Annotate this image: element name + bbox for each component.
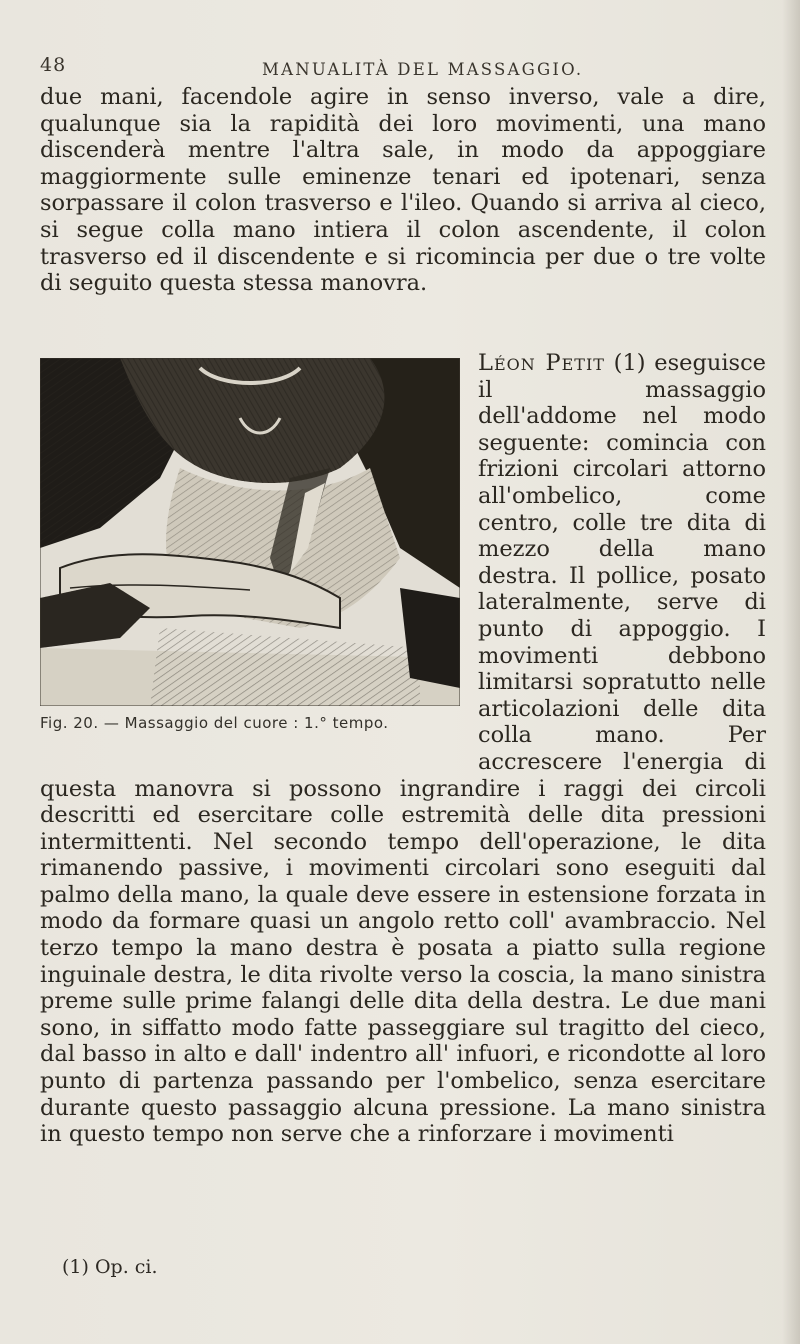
running-header [0,44,800,80]
figure-and-text-block [40,350,780,1148]
running-title: MANUALITÀ DEL MASSAGGIO. [262,60,584,79]
intro-paragraph: due mani, facendole agire in senso inverso, vale a dire, qualunque sia la rapidità dei loro movimenti, una mano discenderà mentre l'altra sale, in modo da appoggiare maggiormente sulle eminenze tenari ed ipotenari, senza sorpassare il colon trasverso e l'ileo. Quando si arriva al cieco, si segue colla mano intiera il colon ascendente, il colon trasverso ed il discendente e si ricomincia per due o tre volte di seguito questa stessa manovra. [40,84,766,297]
author-name: Léon Petit [478,350,605,376]
main-paragraph-text: (1) eseguisce il massaggio dell'addome nel modo seguente: comincia con frizioni circolari attorno all'ombelico, come centro, colle tre dita di mezzo della mano destra. Il pollice, posato lateralmente, serve di punto di appoggio. I movimenti debbono limitarsi sopratutto nelle articolazioni delle dita colla mano. Per accrescere l'energia di questa manovra si possono ingrandire i raggi dei circoli descritti ed esercitare colle estremità delle dita pressioni intermittenti. Nel secondo tempo dell'operazione, le dita rimanendo passive, i movimenti circolari sono eseguiti dal palmo della mano, la quale deve essere in estensione forzata in modo da formare quasi un angolo retto coll' avambraccio. Nel terzo tempo la mano destra è posata a piatto sulla regione inguinale destra, le dita rivolte verso la coscia, la mano sinistra preme sulle prime falangi delle dita della destra. Le due mani sono, in siffatto modo fatte passeggiare sul tragitto del cieco, dal basso in alto e dall' indentro all' infuori, e ricondotte al loro punto di partenza passando per l'ombelico, senza esercitare durante questo passaggio alcuna pressione. La mano sinistra in questo tempo non serve che a rinforzare i movimenti [40,350,766,1148]
figure-caption: Fig. 20. — Massaggio del cuore : 1.° tempo. [40,714,389,732]
massage-engraving-illustration [40,358,460,706]
figure-20 [40,350,460,758]
footnote: (1) Op. ci. [62,1256,158,1278]
page-number: 48 [40,54,67,76]
